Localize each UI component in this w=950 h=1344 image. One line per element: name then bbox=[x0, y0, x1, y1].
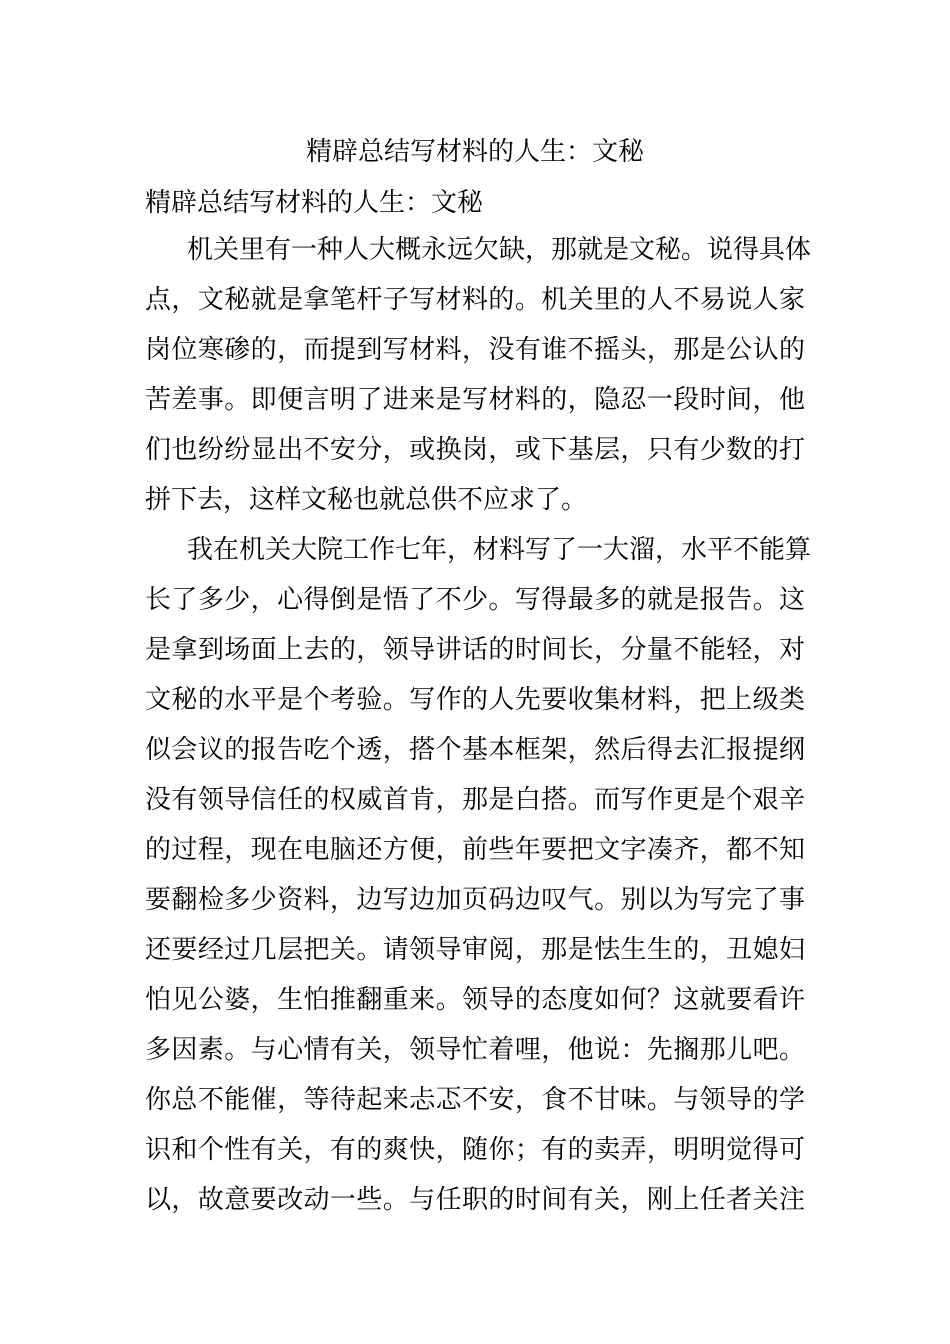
paragraph-2-line-1: 我在机关大院工作七年，材料写了一大溜，水平不能算 bbox=[187, 535, 812, 565]
paragraph-2-line-11: 多因素。与心情有关，领导忙着哩，他说：先搁那儿吧。 bbox=[145, 1035, 805, 1065]
paragraph-2-line-3: 是拿到场面上去的，领导讲话的时间长，分量不能轻，对 bbox=[145, 635, 805, 665]
paragraph-2-line-2: 长了多少，心得倒是悟了不少。写得最多的就是报告。这 bbox=[145, 585, 805, 615]
paragraph-1-line-2: 点，文秘就是拿笔杆子写材料的。机关里的人不易说人家 bbox=[145, 285, 805, 315]
paragraph-1-line-5: 们也纷纷显出不安分，或换岗，或下基层，只有少数的打 bbox=[145, 435, 805, 465]
paragraph-2-line-13: 识和个性有关，有的爽快，随你；有的卖弄，明明觉得可 bbox=[145, 1135, 805, 1165]
document-title: 精辟总结写材料的人生：文秘 bbox=[305, 137, 644, 167]
paragraph-1-line-4: 苦差事。即便言明了进来是写材料的，隐忍一段时间，他 bbox=[145, 385, 805, 415]
paragraph-2-line-7: 的过程，现在电脑还方便，前些年要把文字凑齐，都不知 bbox=[145, 835, 805, 865]
paragraph-2-line-6: 没有领导信任的权威首肯，那是白搭。而写作更是个艰辛 bbox=[145, 785, 805, 815]
paragraph-2-line-8: 要翻检多少资料，边写边加页码边叹气。别以为写完了事 bbox=[145, 885, 805, 915]
document-subtitle: 精辟总结写材料的人生：文秘 bbox=[145, 188, 484, 218]
paragraph-1-line-1: 机关里有一种人大概永远欠缺，那就是文秘。说得具体 bbox=[187, 235, 812, 265]
paragraph-2-line-4: 文秘的水平是个考验。写作的人先要收集材料，把上级类 bbox=[145, 685, 805, 715]
paragraph-2-line-5: 似会议的报告吃个透，搭个基本框架，然后得去汇报提纲 bbox=[145, 735, 805, 765]
paragraph-1-line-6: 拼下去，这样文秘也就总供不应求了。 bbox=[145, 485, 588, 515]
paragraph-2-line-12: 你总不能催，等待起来忐忑不安，食不甘味。与领导的学 bbox=[145, 1085, 805, 1115]
paragraph-1-line-3: 岗位寒碜的，而提到写材料，没有谁不摇头，那是公认的 bbox=[145, 335, 805, 365]
paragraph-2-line-14: 以，故意要改动一些。与任职的时间有关，刚上任者关注 bbox=[145, 1185, 805, 1215]
paragraph-2-line-10: 怕见公婆，生怕推翻重来。领导的态度如何？这就要看许 bbox=[145, 985, 805, 1015]
paragraph-2-line-9: 还要经过几层把关。请领导审阅，那是怯生生的，丑媳妇 bbox=[145, 935, 805, 965]
